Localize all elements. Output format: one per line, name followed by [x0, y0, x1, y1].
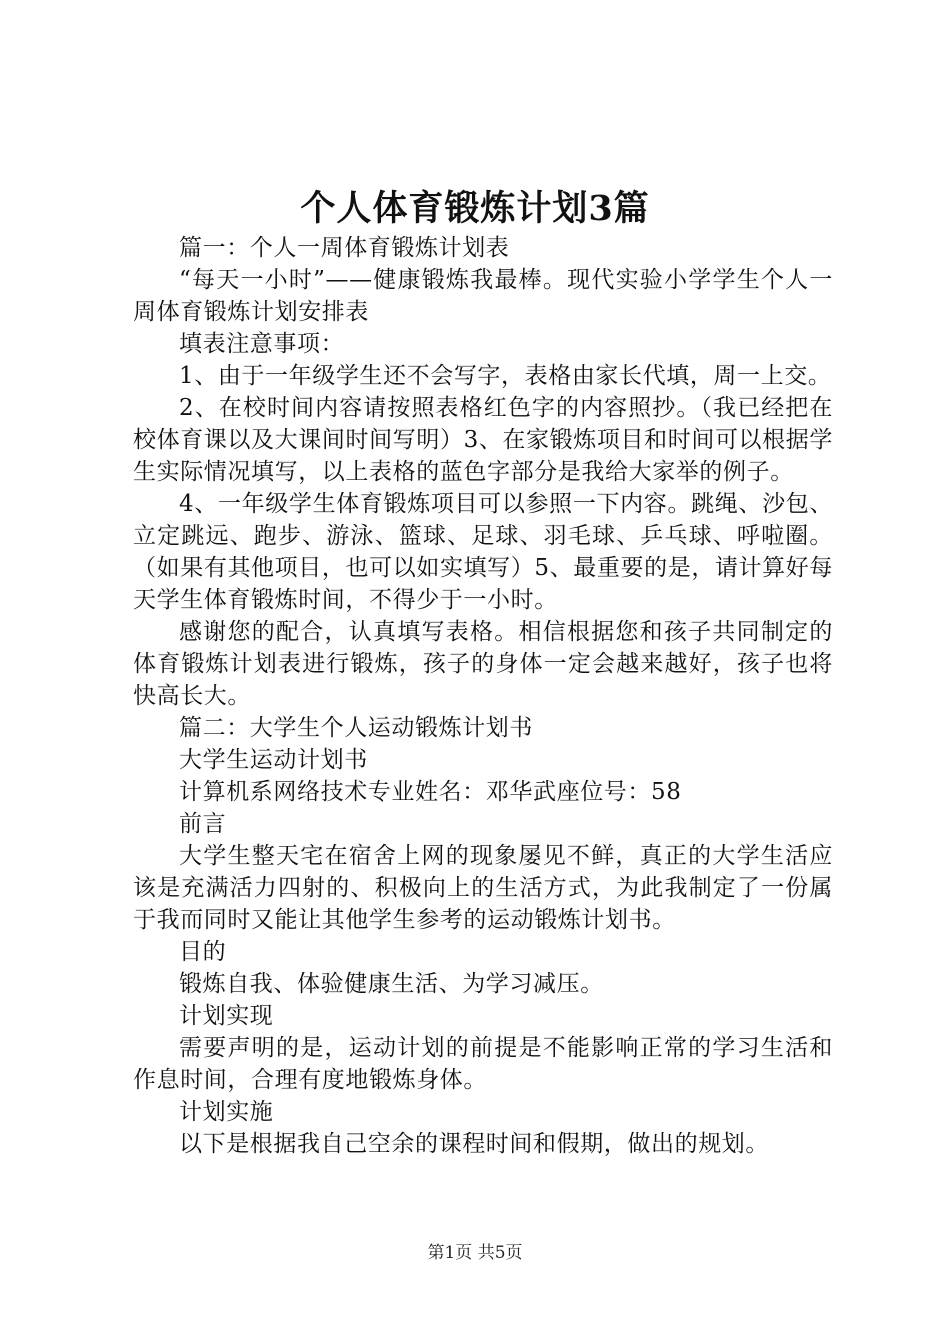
page-footer: 第1页 共5页 — [427, 1243, 523, 1263]
paragraph: 大学生运动计划书 — [179, 747, 368, 773]
paragraph: 大学生整天宅在宿舍上网的现象屡见不鲜，真正的大学生活应该是充满活力四射的、积极向上的生活方式，为此我制定了一份属于我而同时又能让其他学生参考的运动锻炼计划书。 — [133, 843, 833, 933]
paragraph: 4、一年级学生体育锻炼项目可以参照一下内容。跳绳、沙包、立定跳远、跑步、游泳、篮球、足球、羽毛球、乒乓球、呼啦圈。（如果有其他项目，也可以如实填写）5、最重要的是，请计算好每天学生体育锻炼时间，不得少于一小时。 — [133, 491, 833, 613]
paragraph: 计算机系网络技术专业姓名：邓华武座位号：58 — [179, 779, 682, 805]
paragraph: 需要声明的是，运动计划的前提是不能影响正常的学习生活和作息时间，合理有度地锻炼身体。 — [133, 1035, 833, 1093]
document-title: 个人体育锻炼计划3篇 — [300, 188, 650, 229]
paragraph: 篇二：大学生个人运动锻炼计划书 — [179, 715, 533, 741]
paragraph: 计划实施 — [179, 1099, 274, 1125]
paragraph: 目的 — [179, 939, 227, 965]
paragraph: 以下是根据我自己空余的课程时间和假期，做出的规划。 — [179, 1131, 769, 1157]
paragraph: 1、由于一年级学生还不会写字，表格由家长代填，周一上交。 — [179, 363, 832, 389]
paragraph: 篇一：个人一周体育锻炼计划表 — [179, 235, 510, 261]
document-body — [133, 232, 833, 1160]
paragraph: 计划实现 — [179, 1003, 274, 1029]
paragraph: 感谢您的配合，认真填写表格。相信根据您和孩子共同制定的体育锻炼计划表进行锻炼，孩子的身体一定会越来越好，孩子也将快高长大。 — [133, 619, 833, 709]
paragraph: 2、在校时间内容请按照表格红色字的内容照抄。（我已经把在校体育课以及大课间时间写明）3、在家锻炼项目和时间可以根据学生实际情况填写，以上表格的蓝色字部分是我给大家举的例子。 — [133, 395, 833, 485]
paragraph: 锻炼自我、体验健康生活、为学习减压。 — [179, 971, 604, 997]
paragraph: 填表注意事项： — [179, 331, 345, 357]
paragraph: “每天一小时”——健康锻炼我最棒。现代实验小学学生个人一周体育锻炼计划安排表 — [133, 267, 833, 325]
paragraph: 前言 — [179, 811, 227, 837]
